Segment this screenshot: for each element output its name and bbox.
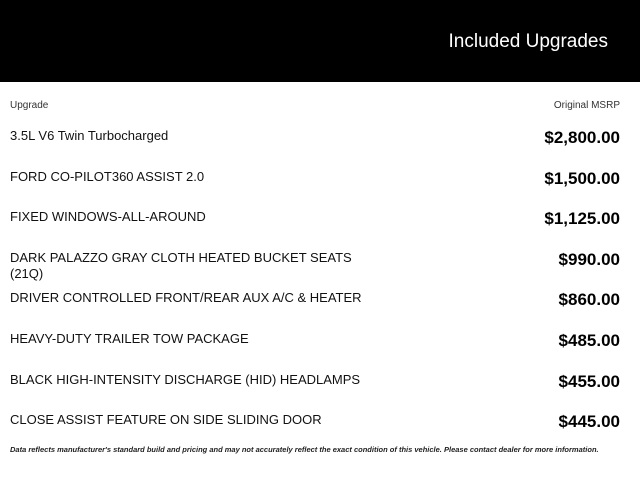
list-item <box>0 205 640 246</box>
upgrade-name: 3.5L V6 Twin Turbocharged <box>10 128 169 143</box>
upgrade-name: DRIVER CONTROLLED FRONT/REAR AUX A/C & HEATER <box>10 290 362 306</box>
upgrade-price: $990.00 <box>558 249 620 269</box>
list-item <box>0 286 640 327</box>
column-header-upgrade: Upgrade <box>10 100 49 111</box>
upgrade-name: FIXED WINDOWS-ALL-AROUND <box>10 209 206 225</box>
upgrade-price: $1,125.00 <box>544 209 620 229</box>
upgrade-name: FORD CO-PILOT360 ASSIST 2.0 <box>10 168 205 184</box>
header-bar <box>0 0 640 82</box>
list-item <box>0 165 640 206</box>
disclaimer-text: Data reflects manufacturer's standard build and pricing and may not accurately reflect the exact condition of this vehicle. Please contact dealer for more information. <box>10 445 599 454</box>
upgrade-price: $455.00 <box>558 371 620 391</box>
list-item <box>0 246 640 287</box>
upgrade-price: $1,500.00 <box>544 168 620 188</box>
column-header-msrp: Original MSRP <box>553 100 620 111</box>
list-item <box>0 368 640 409</box>
upgrade-name: DARK PALAZZO GRAY CLOTH HEATED BUCKET SEATS (21Q) <box>10 249 352 281</box>
upgrade-name: HEAVY-DUTY TRAILER TOW PACKAGE <box>10 330 249 346</box>
upgrade-name: BLACK HIGH-INTENSITY DISCHARGE (HID) HEADLAMPS <box>10 371 361 387</box>
upgrade-price: $860.00 <box>558 290 620 310</box>
list-item <box>0 408 640 449</box>
upgrade-name: CLOSE ASSIST FEATURE ON SIDE SLIDING DOOR <box>10 412 322 428</box>
page-title: Included Upgrades <box>448 31 608 52</box>
list-item <box>0 327 640 368</box>
upgrade-price: $485.00 <box>558 330 620 350</box>
upgrade-price: $445.00 <box>558 412 620 432</box>
list-item <box>0 124 640 165</box>
upgrade-list <box>0 124 640 449</box>
upgrade-price: $2,800.00 <box>544 128 620 147</box>
